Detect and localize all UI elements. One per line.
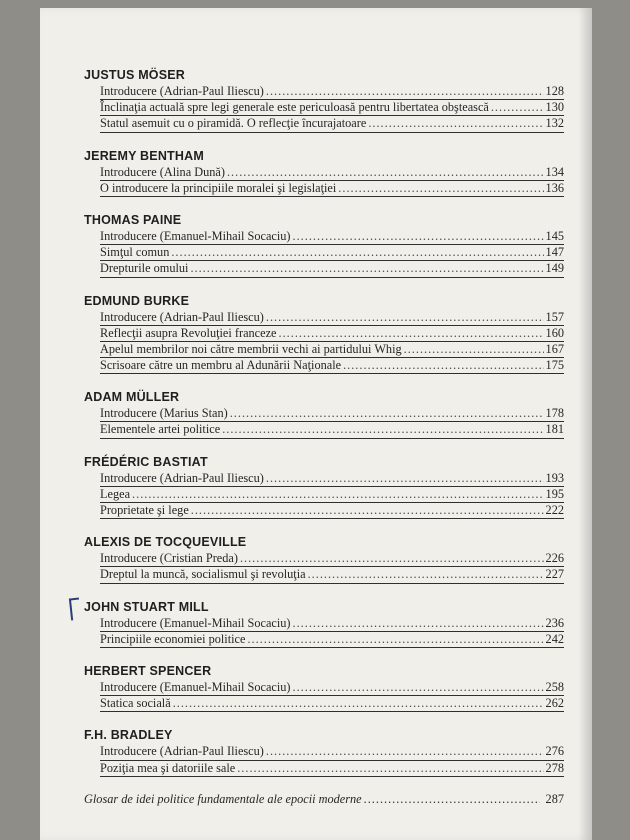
toc-entry <box>100 567 564 583</box>
author-heading: EDMUND BURKE <box>84 293 190 308</box>
author-heading: FRÉDÉRIC BASTIAT <box>84 454 208 469</box>
entry-page-number: 134 <box>545 164 564 179</box>
author-heading: HERBERT SPENCER <box>84 663 212 678</box>
entry-page-number: 128 <box>545 84 564 98</box>
entry-page-number: 227 <box>545 567 564 582</box>
entry-title: Înclinaţia actuală spre legi generale este periculoasă pentru libertatea obştească <box>100 100 489 115</box>
entry-list <box>84 229 564 278</box>
dot-leader <box>489 100 544 115</box>
entry-list <box>84 551 564 583</box>
toc-sections <box>84 66 564 777</box>
entry-title: Introducere (Emanuel-Mihail Socaciu) <box>100 615 291 630</box>
dot-leader <box>264 744 544 759</box>
toc-entry <box>100 165 564 181</box>
entry-page-number: 262 <box>545 696 564 711</box>
entry-title: Proprietate şi lege <box>100 503 189 517</box>
glossary-title: Glosar de idei politice fundamentale ale epocii moderne <box>84 791 362 806</box>
dot-leader <box>336 181 543 196</box>
toc-entry <box>100 680 564 696</box>
dot-leader <box>306 567 544 582</box>
author-heading: JOHN STUART MILL <box>84 599 209 614</box>
dot-leader <box>402 342 544 357</box>
toc-entry <box>100 744 564 760</box>
toc-entry <box>100 471 564 487</box>
dot-leader <box>171 696 544 711</box>
toc-section <box>84 453 564 520</box>
entry-title: Introducere (Adrian-Paul Iliescu) <box>100 309 264 324</box>
entry-title: Dreptul la muncă, socialismul şi revoluţia <box>100 567 306 582</box>
entry-list <box>84 406 564 438</box>
dot-leader <box>189 503 544 518</box>
entry-list <box>84 680 564 712</box>
entry-page-number: 242 <box>545 631 564 646</box>
toc-section <box>84 66 564 133</box>
entry-title: Principiile economiei politice <box>100 631 246 646</box>
entry-title: Introducere (Alina Dună) <box>100 164 225 179</box>
entry-page-number: 147 <box>545 245 564 260</box>
entry-title: Scrisoare către un membru al Adunării Naţionale <box>100 358 342 373</box>
entry-list <box>84 165 564 197</box>
toc-entry <box>100 245 564 261</box>
entry-title: Apelul membrilor noi către membrii vechi ai partidului Whig <box>100 341 402 356</box>
toc-section <box>84 147 564 197</box>
dot-leader <box>169 245 543 260</box>
entry-page-number: 195 <box>545 486 564 501</box>
entry-page-number: 178 <box>545 406 564 421</box>
author-heading: ADAM MÜLLER <box>84 390 180 405</box>
entry-page-number: 175 <box>545 358 564 373</box>
dot-leader <box>277 326 544 341</box>
entry-title: Reflecţii asupra Revoluţiei franceze <box>100 325 277 340</box>
dot-leader <box>341 358 543 373</box>
toc-section <box>84 533 564 583</box>
dot-leader <box>291 616 544 631</box>
author-heading: JUSTUS MÖSER <box>84 68 186 82</box>
entry-page-number: 167 <box>545 341 564 356</box>
entry-title: Introducere (Adrian-Paul Iliescu) <box>100 84 264 98</box>
entry-title: O introducere la principiile moralei şi legislaţiei <box>100 180 337 195</box>
toc-entry <box>100 616 564 632</box>
dot-leader <box>188 261 543 276</box>
entry-list <box>84 84 564 133</box>
toc-entry <box>100 696 564 712</box>
entry-page-number: 181 <box>545 422 564 437</box>
entry-page-number: 226 <box>545 551 564 566</box>
toc-entry <box>100 503 564 519</box>
entry-page-number: 136 <box>545 180 564 195</box>
dot-leader <box>130 487 544 502</box>
entry-list <box>84 471 564 520</box>
toc-entry <box>100 181 564 197</box>
toc-section <box>84 388 564 438</box>
author-heading: F.H. BRADLEY <box>84 728 173 743</box>
toc-section <box>84 598 564 648</box>
dot-leader <box>228 406 544 421</box>
dot-leader <box>225 165 544 180</box>
entry-page-number: 160 <box>545 325 564 340</box>
dot-leader <box>291 680 544 695</box>
entry-title: Statul asemuit cu o piramidă. O reflecţie încurajatoare <box>100 116 367 131</box>
entry-page-number: 278 <box>545 760 564 775</box>
entry-list <box>84 744 564 776</box>
toc-entry <box>100 261 564 277</box>
entry-page-number: 132 <box>545 116 564 131</box>
entry-title: Introducere (Cristian Preda) <box>100 551 238 566</box>
book-page <box>40 8 592 840</box>
toc-entry <box>100 487 564 503</box>
entry-page-number: 193 <box>545 470 564 485</box>
entry-page-number: 145 <box>545 228 564 243</box>
entry-page-number: 130 <box>545 100 564 115</box>
entry-title: Poziţia mea şi datoriile sale <box>100 760 236 775</box>
entry-title: Legea <box>100 486 131 501</box>
toc-entry <box>100 342 564 358</box>
table-of-contents <box>84 66 564 807</box>
toc-entry <box>100 116 564 132</box>
toc-entry <box>100 358 564 374</box>
toc-entry <box>100 326 564 342</box>
toc-entry <box>100 229 564 245</box>
toc-entry <box>100 551 564 567</box>
entry-page-number: 149 <box>545 261 564 276</box>
toc-entry <box>100 761 564 777</box>
toc-entry <box>100 422 564 438</box>
toc-entry <box>100 84 564 100</box>
dot-leader <box>235 761 543 776</box>
dot-leader <box>362 791 540 807</box>
dot-leader <box>366 116 543 131</box>
glossary-page: 287 <box>545 791 564 806</box>
entry-title: Introducere (Adrian-Paul Iliescu) <box>100 470 264 485</box>
entry-title: Elementele artei politice <box>100 422 221 437</box>
entry-title: Statica socială <box>100 696 171 711</box>
toc-section <box>84 726 564 776</box>
dot-leader <box>245 632 543 647</box>
author-heading: JEREMY BENTHAM <box>84 148 204 163</box>
entry-title: Drepturile omului <box>100 261 189 276</box>
dot-leader <box>264 310 544 325</box>
dot-leader <box>291 229 544 244</box>
dot-leader <box>238 551 544 566</box>
glossary-entry <box>84 791 564 807</box>
entry-title: Introducere (Emanuel-Mihail Socaciu) <box>100 228 291 243</box>
entry-title: Introducere (Adrian-Paul Iliescu) <box>100 744 264 759</box>
entry-title: Simţul comun <box>100 245 170 260</box>
entry-page-number: 222 <box>545 503 564 517</box>
entry-page-number: 276 <box>545 744 564 759</box>
entry-title: Introducere (Emanuel-Mihail Socaciu) <box>100 679 291 694</box>
entry-page-number: 157 <box>545 309 564 324</box>
toc-section <box>84 292 564 375</box>
toc-entry <box>100 406 564 422</box>
entry-page-number: 236 <box>545 615 564 630</box>
entry-list <box>84 616 564 648</box>
dot-leader <box>264 84 544 99</box>
dot-leader <box>264 471 544 486</box>
toc-entry <box>100 310 564 326</box>
handwritten-bracket-mark <box>69 597 81 620</box>
author-heading: THOMAS PAINE <box>84 212 182 227</box>
entry-list <box>84 310 564 375</box>
toc-entry <box>100 632 564 648</box>
toc-section <box>84 662 564 712</box>
author-heading: ALEXIS DE TOCQUEVILLE <box>84 535 247 550</box>
entry-title: Introducere (Marius Stan) <box>100 406 228 421</box>
entry-page-number: 258 <box>545 679 564 694</box>
toc-entry <box>100 100 564 116</box>
dot-leader <box>220 422 543 437</box>
toc-section <box>84 211 564 278</box>
